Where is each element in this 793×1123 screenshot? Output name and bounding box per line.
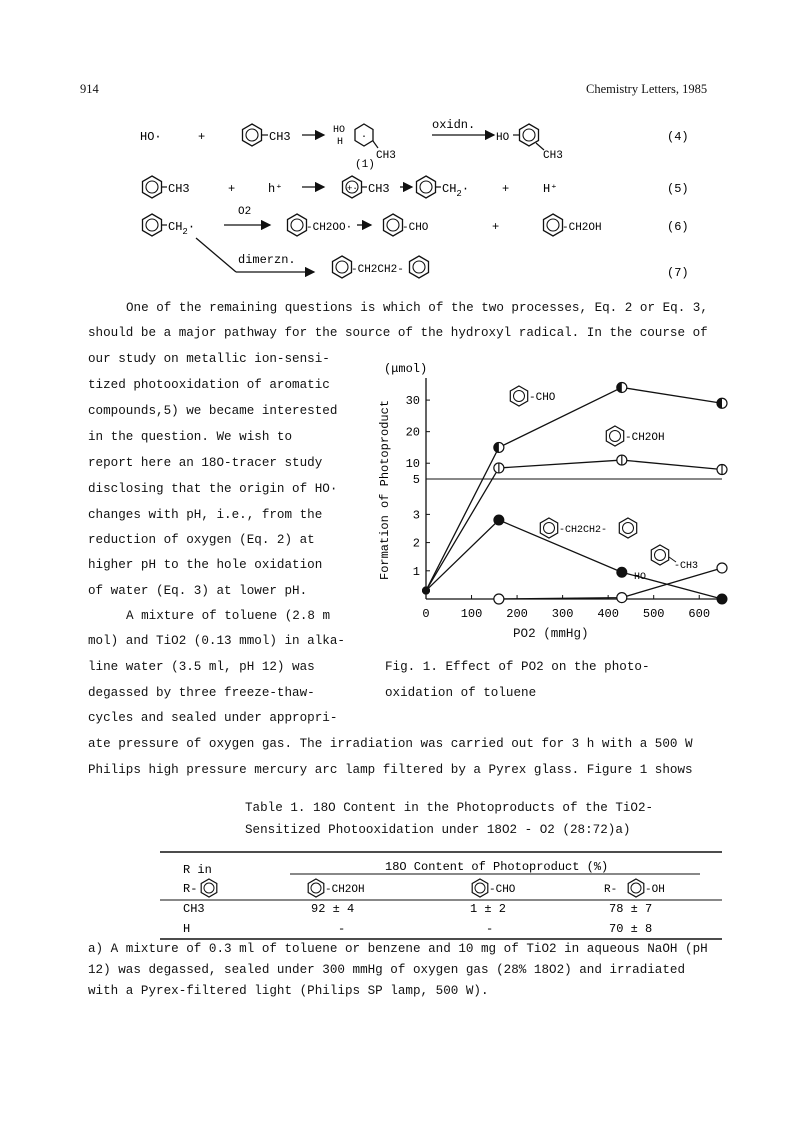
figure-caption-line2: oxidation of toluene (385, 686, 537, 700)
data-point (494, 594, 504, 604)
table-col-phenol-oh: -OH (645, 884, 665, 896)
column-line: mol) and TiO2 (0.13 mmol) in alka- (88, 634, 345, 648)
column-line: our study on metallic ion-sensi- (88, 352, 330, 366)
cho-label: -CHO (402, 222, 429, 234)
eq-number-5: (5) (667, 182, 689, 196)
plus-sign: + (198, 130, 206, 144)
figure-caption-line1: Fig. 1. Effect of PO2 on the photo- (385, 660, 650, 674)
label-cho (510, 386, 556, 406)
equation-7 (196, 238, 689, 280)
svg-text:·: · (361, 132, 368, 143)
y-axis-label: Formation of Photoproduct (378, 399, 392, 580)
figure-1-chart (360, 348, 740, 658)
table-header-r-in: R in (183, 863, 212, 877)
data-point (617, 567, 627, 577)
data-point (717, 563, 727, 573)
table-footnote-line: a) A mixture of 0.3 ml of toluene or benzene and 10 mg of TiO2 in aqueous NaOH (pH (88, 942, 708, 956)
ch3-label-2: CH3 (376, 150, 396, 162)
ch3-label: CH3 (269, 130, 291, 144)
column-line: reduction of oxygen (Eq. 2) at (88, 533, 315, 547)
y-tick-label: 2 (412, 536, 420, 551)
table-col-phenol-r: R- (604, 884, 618, 896)
table-1 (0, 848, 793, 948)
label-cho-text: -CHO (529, 392, 556, 404)
column-line: report here an 18O-tracer study (88, 456, 323, 470)
table-cell-ch2oh: - (338, 922, 346, 936)
label-ch2oh-text: -CH2OH (625, 432, 665, 444)
benzene-ring-icon (417, 176, 436, 198)
y-tick-label: 30 (405, 394, 420, 409)
label-cresol-ho: HO (634, 572, 647, 583)
equation-4 (140, 118, 689, 171)
ch3-label-3: CH3 (543, 150, 563, 162)
label-bibenzyl (540, 518, 636, 538)
column-line: line water (3.5 ml, pH 12) was (88, 660, 315, 674)
paragraph-line: ate pressure of oxygen gas. The irradiation was carried out for 3 h with a 500 W (88, 737, 693, 751)
data-point-origin (422, 587, 430, 595)
svg-text:CH2·: $CH_2\cdot$ (168, 220, 196, 237)
column-line: A mixture of toluene (2.8 m (126, 609, 331, 623)
o2-label: O2 (238, 206, 252, 218)
y-tick-label: 20 (405, 425, 420, 440)
svg-text:+: + (228, 182, 236, 196)
column-line: compounds,5) we became interested (88, 404, 338, 418)
marker-open (717, 563, 727, 573)
paragraph-line: Philips high pressure mercury arc lamp filtered by a Pyrex glass. Figure 1 shows (88, 763, 693, 777)
y-tick-label: 1 (412, 564, 420, 579)
data-point (617, 593, 627, 603)
x-tick-label: 200 (506, 607, 528, 621)
x-tick-label: 600 (688, 607, 711, 621)
table-footnote-line: 12) was degassed, sealed under 300 mmHg of oxygen gas (28% 18O2) and irradiated (88, 963, 686, 977)
data-point (494, 515, 504, 525)
table-cell-ch2oh: 92 ± 4 (311, 902, 355, 916)
table-header-r: R- (183, 882, 198, 896)
peroxy-label: -CH2OO· (306, 222, 353, 234)
x-tick-label: 300 (551, 607, 574, 621)
page-number: 914 (80, 82, 99, 96)
marker-filled (717, 594, 727, 604)
label-cresol-ch3: -CH3 (674, 561, 699, 572)
column-line: degassed by three freeze-thaw- (88, 686, 315, 700)
table-col-cho: -CHO (489, 884, 516, 896)
svg-text:+·: +· (347, 184, 358, 194)
column-line: cycles and sealed under appropri- (88, 711, 338, 725)
benzene-ring-icon (333, 256, 352, 278)
svg-text:+: + (492, 220, 500, 234)
x-tick-label: 400 (597, 607, 619, 621)
y-tick-label: 5 (412, 473, 420, 487)
column-line: tized photooxidation of aromatic (88, 378, 330, 392)
x-tick-label: 100 (460, 607, 483, 621)
benzene-ring-icon (143, 214, 162, 236)
marker-open (617, 593, 627, 603)
table-footnote-line: with a Pyrex-filtered light (Philips SP lamp, 500 W). (88, 984, 489, 998)
data-point (617, 455, 627, 465)
svg-text:+: + (502, 182, 510, 196)
eq-number-4: (4) (667, 130, 689, 144)
svg-text:CH3: CH3 (368, 182, 390, 196)
y-tick-label: 10 (405, 457, 420, 472)
marker-filled (617, 567, 627, 577)
benzene-ring-icon (143, 176, 162, 198)
table-cell-phenol: 70 ± 8 (609, 922, 653, 936)
svg-text:CH2·: $CH_2\cdot$ (442, 182, 470, 199)
hole-label: h⁺ (268, 182, 283, 196)
table-caption-line1: Table 1. 18O Content in the Photoproducts of the TiO2- (245, 801, 654, 815)
label-ch2oh (606, 426, 664, 446)
column-line: higher pH to the hole oxidation (88, 558, 323, 572)
ho-prefix: HO (496, 132, 510, 144)
benzene-ring-icon (544, 214, 563, 236)
table-col-ch2oh: -CH2OH (325, 884, 365, 896)
paragraph-line: should be a major pathway for the source of the hydroxyl radical. In the course of (88, 326, 708, 340)
table-cell-phenol: 78 ± 7 (609, 902, 653, 916)
table-row (183, 922, 652, 936)
column-line: in the question. We wish to (88, 430, 293, 444)
table-cell-r: H (183, 922, 191, 936)
equation-5 (143, 176, 689, 199)
bibenzyl-label: -CH2CH2- (351, 264, 404, 276)
benzene-ring-icon (520, 124, 539, 146)
table-cell-cho: 1 ± 2 (470, 902, 507, 916)
data-point (717, 398, 727, 408)
hydroxyl-radical: HO· (140, 130, 162, 144)
label-bibenzyl-text: -CH2CH2- (559, 525, 608, 536)
dimerization-label: dimerzn. (238, 253, 296, 267)
benzene-ring-icon (243, 124, 262, 146)
eq-number-6: (6) (667, 220, 689, 234)
benzene-ring-icon (384, 214, 403, 236)
data-point (617, 382, 627, 392)
table-caption-line2: Sensitized Photooxidation under 18O2 - O2 (28:72)a) (245, 823, 631, 837)
marker-open (494, 594, 504, 604)
x-tick-label: 0 (422, 607, 430, 621)
column-line: changes with pH, i.e., from the (88, 508, 323, 522)
journal-title: Chemistry Letters, 1985 (586, 82, 708, 96)
data-point (717, 594, 727, 604)
data-point (717, 465, 727, 475)
series-line (499, 568, 722, 599)
column-line: disclosing that the origin of HO· (88, 482, 338, 496)
svg-text:CH3: CH3 (168, 182, 190, 196)
ch2oh-label: -CH2OH (562, 222, 602, 234)
oxidation-label: oxidn. (432, 118, 476, 132)
column-line: of water (Eq. 3) at lower pH. (88, 584, 308, 598)
benzene-ring-icon (288, 214, 307, 236)
equation-6 (143, 206, 689, 237)
marker-filled (494, 515, 504, 525)
paragraph-line: One of the remaining questions is which of the two processes, Eq. 2 or Eq. 3, (126, 301, 708, 315)
compound-label: (1) (355, 159, 375, 171)
ho-label: HO (333, 125, 346, 136)
table-cell-r: CH3 (183, 902, 205, 916)
x-tick-label: 500 (642, 607, 665, 621)
x-axis-label: PO2 (mmHg) (513, 627, 589, 641)
eq-number-7: (7) (667, 266, 689, 280)
table-header-content: 18O Content of Photoproduct (%) (385, 860, 609, 874)
table-cell-cho: - (486, 922, 494, 936)
y-tick-label: 3 (412, 508, 420, 523)
h-label: H (337, 137, 344, 148)
data-point (494, 463, 504, 473)
table-row (183, 902, 652, 916)
benzene-ring-icon (410, 256, 429, 278)
y-unit-label: (μmol) (384, 362, 428, 376)
data-point (494, 442, 504, 452)
proton-label: H⁺ (543, 182, 558, 196)
